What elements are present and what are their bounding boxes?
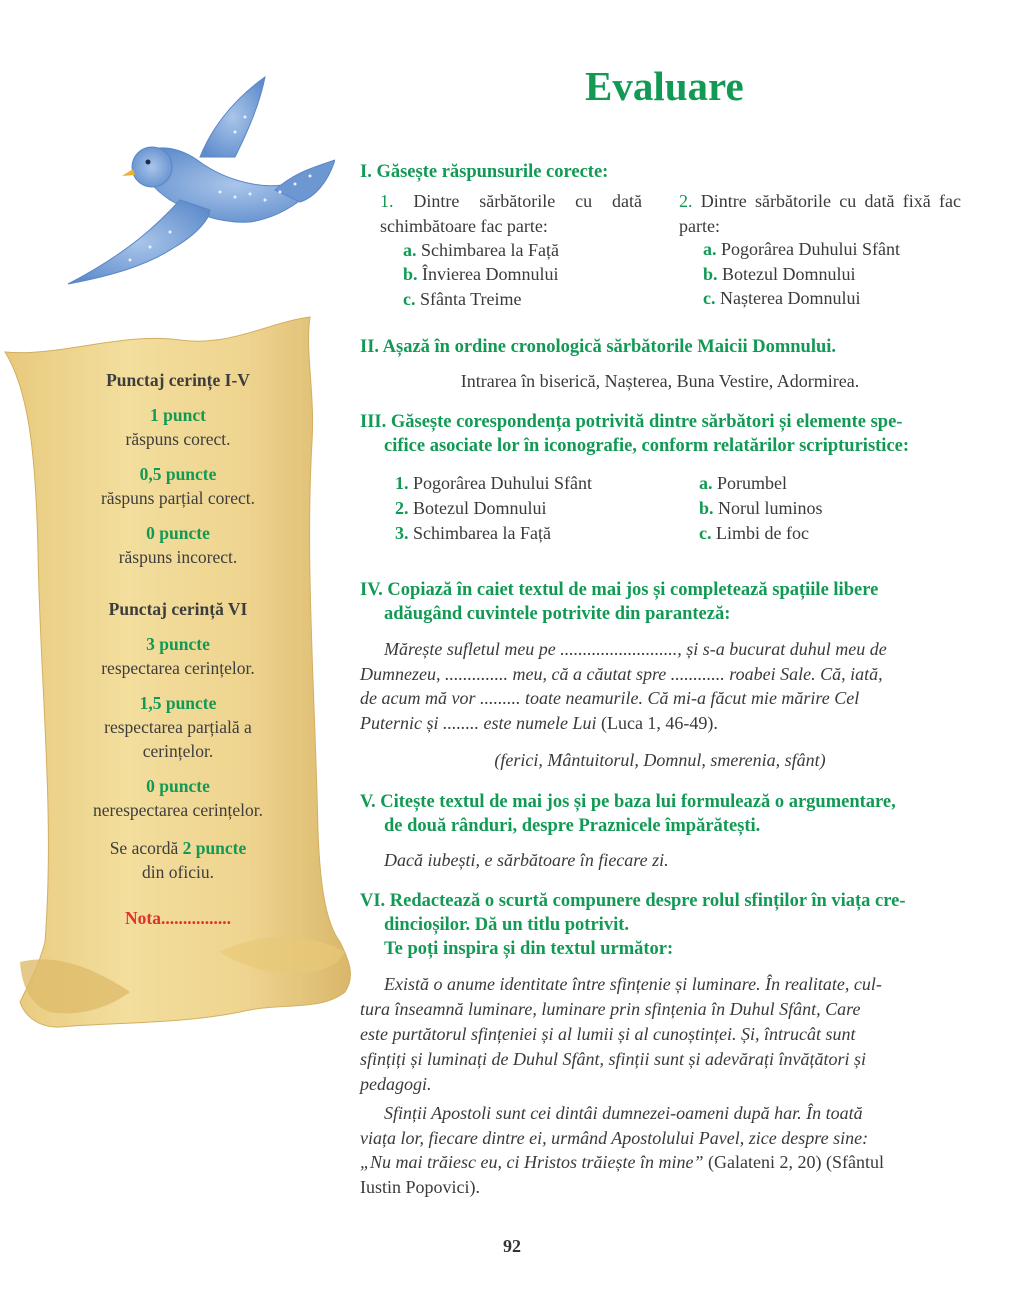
q1-left-prompt: 1. Dintre sărbătorile cu dată schimbătoare fac parte:: [380, 191, 643, 236]
scoring-panel: [88, 368, 268, 930]
q6-para-line: Sfinții Apostoli sunt cei dintâi dumnezei-oameni după har. În toată: [384, 1103, 863, 1123]
q2-text: Intrarea în biserică, Nașterea, Buna Vestire, Adormirea.: [460, 371, 860, 391]
q1-left-option: a. Schimbarea la Față: [403, 240, 559, 260]
score-desc: răspuns incorect.: [118, 547, 238, 567]
q1-left-option: c. Sfânta Treime: [403, 289, 522, 309]
q4-word-bank: (ferici, Mântuitorul, Domnul, smerenia, sfânt): [494, 750, 826, 770]
q6-para-line: pedagogi.: [360, 1074, 432, 1094]
q3-right-item: c. Limbi de foc: [699, 523, 809, 543]
q6-para-line: Există o anume identitate între sfințenie și luminare. În realitate, cul-: [384, 974, 882, 994]
score-points: 0,5 puncte: [139, 464, 217, 484]
q1-right-option: a. Pogorârea Duhului Sfânt: [703, 239, 900, 259]
score-points: 1,5 puncte: [139, 693, 217, 713]
q6-para-line: viața lor, fiecare dintre ei, urmând Apostolului Pavel, zice despre sine:: [360, 1128, 869, 1148]
q3-left-item: 2. Botezul Domnului: [395, 498, 547, 518]
q6-para-line: este purtătorul sfințeniei și al lumii și al cunoștinței. Și, întrucât sunt: [360, 1024, 856, 1044]
score-desc: respectarea cerințelor.: [101, 658, 255, 678]
q1-right-option: b. Botezul Domnului: [703, 264, 856, 284]
score-points: 0 puncte: [146, 776, 210, 796]
q3-left-item: 3. Schimbarea la Față: [395, 523, 551, 543]
page-number: 92: [503, 1236, 521, 1256]
score-points: 1 punct: [150, 405, 206, 425]
q1-left-option: b. Învierea Domnului: [403, 264, 559, 284]
q1-right-option: c. Nașterea Domnului: [703, 288, 861, 308]
score-desc: respectarea parțială a cerințelor.: [104, 717, 252, 761]
score-desc: nerespectarea cerințelor.: [92, 800, 264, 820]
question-3-title: III. Găsește corespondența potrivită dintre sărbători și elemente spe- cifice asociate lor în iconografie, conform relatărilor scripturistice:: [360, 412, 910, 456]
scoring-heading-i-v: Punctaj cerințe I-V: [106, 370, 250, 390]
q6-para-line: Iustin Popovici).: [360, 1177, 480, 1197]
q6-para-line: tura înseamnă luminare, luminare prin sfințenia în Duhul Sfânt, Care: [360, 999, 861, 1019]
bonus-line: Se acordă 2 puncte: [109, 838, 247, 858]
q6-para-line: sfințiți și luminați de Duhul Sfânt, sfinții sunt și adevărați învățători și: [360, 1049, 867, 1069]
score-desc: răspuns parțial corect.: [100, 488, 256, 508]
q3-left-item: 1. Pogorârea Duhului Sfânt: [395, 473, 592, 493]
page-title: Evaluare: [585, 63, 744, 109]
scoring-heading-vi: Punctaj cerință VI: [108, 599, 248, 619]
q3-right-item: b. Norul luminos: [699, 498, 823, 518]
q1-right-prompt: 2. Dintre sărbătorile cu dată fixă fac parte:: [679, 191, 962, 236]
score-desc: răspuns corect.: [125, 429, 231, 449]
q4-line: Puternic și ........ este numele Lui (Luca 1, 46-49).: [360, 713, 718, 733]
q6-para-line: „Nu mai trăiesc eu, ci Hristos trăiește în mine” (Galateni 2, 20) (Sfântul: [360, 1152, 884, 1172]
question-4-title: IV. Copiază în caiet textul de mai jos și completează spațiile libere adăugând cuvintele potrivite din paranteză:: [360, 580, 879, 624]
question-5-title: V. Citește textul de mai jos și pe baza lui formulează o argumentare, de două rânduri, despre Praznicele împărătești.: [360, 792, 896, 836]
q4-line: Dumnezeu, .............. meu, că a căutat spre ............ roabei Sale. Că, iată,: [360, 664, 883, 684]
question-6-title: VI. Redactează o scurtă compunere despre rolul sfinților în viața cre- dincioșilor. Dă un titlu potrivit. Te poți inspira și din textul următor:: [360, 891, 906, 959]
score-points: 0 puncte: [146, 523, 210, 543]
grade-field: Nota................: [125, 908, 231, 928]
score-points: 3 puncte: [146, 634, 210, 654]
q4-line: Mărește sufletul meu pe .........................., și s-a bucurat duhul meu de: [384, 639, 887, 659]
q5-quote: Dacă iubești, e sărbătoare în fiecare zi.: [384, 850, 669, 870]
bonus-suffix: din oficiu.: [142, 862, 214, 882]
question-1-title: I. Găsește răspunsurile corecte:: [360, 162, 609, 182]
dove-illustration: [60, 72, 335, 292]
q4-line: de acum mă vor ......... toate neamurile. Că mi-a făcut mie mărire Cel: [360, 688, 860, 708]
q3-right-item: a. Porumbel: [699, 473, 787, 493]
question-2-title: II. Așază în ordine cronologică sărbătorile Maicii Domnului.: [360, 337, 837, 357]
